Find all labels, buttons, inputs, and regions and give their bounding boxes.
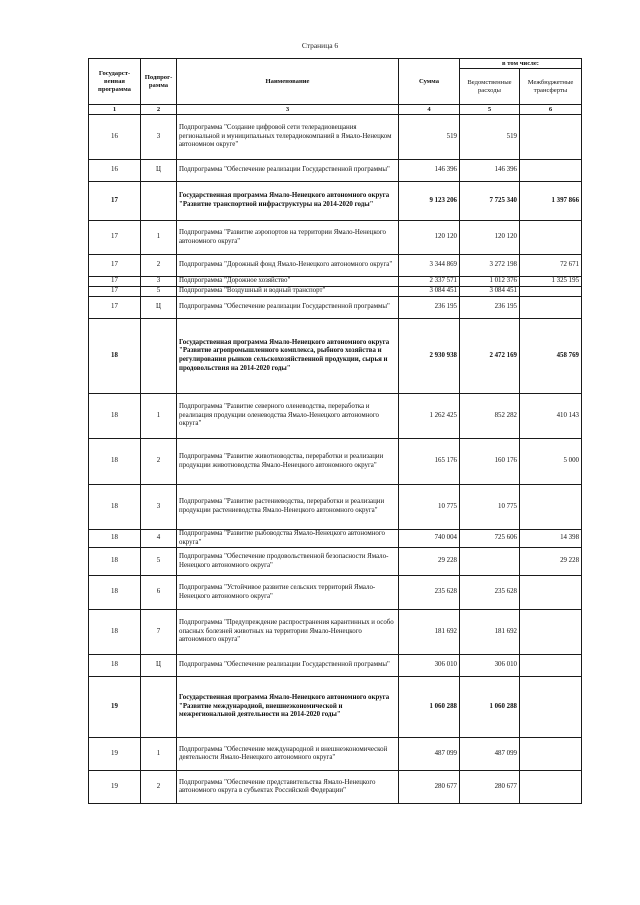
subprogram-cell: 2 — [141, 439, 177, 485]
state-program-cell: 17 — [89, 297, 141, 319]
sum-cell: 235 628 — [399, 576, 460, 610]
program-name-cell: Государственная программа Ямало-Ненецкого автономного округа "Развитие агропромышленного комплекса, рыбного хозяйства и регулирования рынков сельскохозяйственной продукции, сырья и продовольствия на 2014-2020 годы" — [177, 319, 399, 394]
subprogram-cell: Ц — [141, 655, 177, 677]
subprogram-cell: Ц — [141, 297, 177, 319]
table-row — [89, 277, 582, 287]
state-program-cell: 19 — [89, 677, 141, 738]
state-program-cell: 18 — [89, 319, 141, 394]
sum-cell: 3 344 869 — [399, 255, 460, 277]
interbudget-transfers-cell: 1 397 866 — [520, 182, 582, 221]
sum-cell: 1 262 425 — [399, 394, 460, 439]
header-including: в том числе: — [460, 59, 582, 69]
sum-cell: 2 930 938 — [399, 319, 460, 394]
department-expenses-cell: 181 692 — [460, 610, 520, 655]
header-subprogram: Подпрог-рамма — [141, 59, 177, 105]
column-number: 3 — [177, 105, 399, 115]
table-row — [89, 677, 582, 738]
program-name-cell: Государственная программа Ямало-Ненецкого автономного округа "Развитие транспортной инфраструктуры на 2014-2020 годы" — [177, 182, 399, 221]
state-program-cell: 16 — [89, 160, 141, 182]
interbudget-transfers-cell: 29 228 — [520, 548, 582, 576]
program-name-cell: Подпрограмма "Обеспечение представительства Ямало-Ненецкого автономного округа в субъектах Российской Федерации" — [177, 771, 399, 804]
header-state-program: Государст-венная программа — [89, 59, 141, 105]
state-program-cell: 18 — [89, 548, 141, 576]
state-program-cell: 18 — [89, 485, 141, 530]
subprogram-cell: 1 — [141, 221, 177, 255]
department-expenses-cell: 852 282 — [460, 394, 520, 439]
header-interbudget-transfers: Межбюджетные трансферты — [520, 69, 582, 105]
subprogram-cell: 7 — [141, 610, 177, 655]
sum-cell: 740 004 — [399, 530, 460, 548]
table-row — [89, 182, 582, 221]
table-row — [89, 530, 582, 548]
department-expenses-cell: 120 120 — [460, 221, 520, 255]
program-name-cell: Подпрограмма "Развитие аэропортов на территории Ямало-Ненецкого автономного округа" — [177, 221, 399, 255]
subprogram-cell — [141, 182, 177, 221]
interbudget-transfers-cell: 14 398 — [520, 530, 582, 548]
department-expenses-cell: 235 628 — [460, 576, 520, 610]
department-expenses-cell: 1 060 288 — [460, 677, 520, 738]
sum-cell: 3 084 451 — [399, 287, 460, 297]
state-program-cell: 17 — [89, 277, 141, 287]
sum-cell: 236 195 — [399, 297, 460, 319]
column-number: 1 — [89, 105, 141, 115]
sum-cell: 2 337 571 — [399, 277, 460, 287]
interbudget-transfers-cell — [520, 576, 582, 610]
program-name-cell: Подпрограмма "Обеспечение реализации Государственной программы" — [177, 297, 399, 319]
interbudget-transfers-cell: 72 671 — [520, 255, 582, 277]
program-name-cell: Подпрограмма "Обеспечение реализации Государственной программы" — [177, 655, 399, 677]
program-name-cell: Подпрограмма "Предупреждение распространения карантинных и особо опасных болезней животных на территории Ямало-Ненецкого автономного округа" — [177, 610, 399, 655]
subprogram-cell: 1 — [141, 394, 177, 439]
interbudget-transfers-cell — [520, 160, 582, 182]
sum-cell: 519 — [399, 115, 460, 160]
department-expenses-cell: 160 176 — [460, 439, 520, 485]
state-program-cell: 18 — [89, 394, 141, 439]
program-name-cell: Подпрограмма "Дорожное хозяйство" — [177, 277, 399, 287]
department-expenses-cell: 3 272 198 — [460, 255, 520, 277]
table-header — [89, 59, 582, 115]
header-column-numbers — [89, 105, 582, 115]
table-row — [89, 394, 582, 439]
program-name-cell: Подпрограмма "Обеспечение реализации Государственной программы" — [177, 160, 399, 182]
department-expenses-cell: 3 084 451 — [460, 287, 520, 297]
table-row — [89, 221, 582, 255]
state-program-cell: 18 — [89, 576, 141, 610]
header-department-expenses: Ведомственные расходы — [460, 69, 520, 105]
state-program-cell: 19 — [89, 738, 141, 771]
state-program-cell: 17 — [89, 221, 141, 255]
program-name-cell: Подпрограмма "Устойчивое развитие сельских территорий Ямало-Ненецкого автономного округа" — [177, 576, 399, 610]
budget-table — [88, 58, 582, 804]
table-row — [89, 655, 582, 677]
department-expenses-cell: 2 472 169 — [460, 319, 520, 394]
program-name-cell: Подпрограмма "Создание цифровой сети телерадиовещания региональной и муниципальных телерадиокомпаний в Ямало-Ненецком автономном округе" — [177, 115, 399, 160]
state-program-cell: 18 — [89, 610, 141, 655]
interbudget-transfers-cell — [520, 610, 582, 655]
sum-cell: 10 775 — [399, 485, 460, 530]
interbudget-transfers-cell — [520, 297, 582, 319]
table-row — [89, 439, 582, 485]
sum-cell: 9 123 206 — [399, 182, 460, 221]
page-label: Страница 6 — [301, 41, 339, 50]
interbudget-transfers-cell — [520, 677, 582, 738]
subprogram-cell: 5 — [141, 548, 177, 576]
sum-cell: 165 176 — [399, 439, 460, 485]
table-row — [89, 160, 582, 182]
subprogram-cell — [141, 319, 177, 394]
department-expenses-cell: 725 606 — [460, 530, 520, 548]
sum-cell: 29 228 — [399, 548, 460, 576]
state-program-cell: 18 — [89, 439, 141, 485]
state-program-cell: 17 — [89, 287, 141, 297]
program-name-cell: Подпрограмма "Развитие животноводства, переработки и реализации продукции животноводства Ямало-Ненецкого автономного округа" — [177, 439, 399, 485]
department-expenses-cell: 236 195 — [460, 297, 520, 319]
subprogram-cell: 3 — [141, 277, 177, 287]
subprogram-cell: 3 — [141, 115, 177, 160]
department-expenses-cell: 519 — [460, 115, 520, 160]
interbudget-transfers-cell: 1 325 195 — [520, 277, 582, 287]
interbudget-transfers-cell — [520, 655, 582, 677]
interbudget-transfers-cell — [520, 115, 582, 160]
table-row — [89, 485, 582, 530]
sum-cell: 120 120 — [399, 221, 460, 255]
state-program-cell: 17 — [89, 182, 141, 221]
department-expenses-cell: 7 725 340 — [460, 182, 520, 221]
subprogram-cell: 1 — [141, 738, 177, 771]
column-number: 2 — [141, 105, 177, 115]
table-row — [89, 297, 582, 319]
table-row — [89, 255, 582, 277]
subprogram-cell — [141, 677, 177, 738]
sum-cell: 487 099 — [399, 738, 460, 771]
column-number: 6 — [520, 105, 582, 115]
department-expenses-cell: 1 012 376 — [460, 277, 520, 287]
interbudget-transfers-cell — [520, 738, 582, 771]
subprogram-cell: 5 — [141, 287, 177, 297]
subprogram-cell: 3 — [141, 485, 177, 530]
department-expenses-cell: 10 775 — [460, 485, 520, 530]
table-row — [89, 610, 582, 655]
state-program-cell: 18 — [89, 655, 141, 677]
department-expenses-cell: 487 099 — [460, 738, 520, 771]
department-expenses-cell: 146 396 — [460, 160, 520, 182]
table-row — [89, 576, 582, 610]
subprogram-cell: 6 — [141, 576, 177, 610]
state-program-cell: 16 — [89, 115, 141, 160]
program-name-cell: Государственная программа Ямало-Ненецкого автономного округа "Развитие международной, внешнеэкономической и межрегиональной деятельности на 2014-2020 годы" — [177, 677, 399, 738]
column-number: 4 — [399, 105, 460, 115]
department-expenses-cell — [460, 548, 520, 576]
header-name: Наименование — [177, 59, 399, 105]
program-name-cell: Подпрограмма "Развитие растениеводства, переработки и реализации продукции растениеводства Ямало-Ненецкого автономного округа" — [177, 485, 399, 530]
subprogram-cell: 2 — [141, 255, 177, 277]
table-row — [89, 548, 582, 576]
sum-cell: 306 010 — [399, 655, 460, 677]
table-body — [89, 115, 582, 804]
subprogram-cell: Ц — [141, 160, 177, 182]
interbudget-transfers-cell — [520, 485, 582, 530]
table-row — [89, 319, 582, 394]
program-name-cell: Подпрограмма "Дорожный фонд Ямало-Ненецкого автономного округа" — [177, 255, 399, 277]
state-program-cell: 17 — [89, 255, 141, 277]
interbudget-transfers-cell — [520, 221, 582, 255]
program-name-cell: Подпрограмма "Обеспечение международной и внешнеэкономической деятельности Ямало-Ненецкого автономного округа" — [177, 738, 399, 771]
column-number: 5 — [460, 105, 520, 115]
program-name-cell: Подпрограмма "Обеспечение продовольственной безопасности Ямало-Ненецкого автономного округа" — [177, 548, 399, 576]
table-row — [89, 115, 582, 160]
state-program-cell: 18 — [89, 530, 141, 548]
state-program-cell: 19 — [89, 771, 141, 804]
interbudget-transfers-cell: 410 143 — [520, 394, 582, 439]
program-name-cell: Подпрограмма "Развитие рыбоводства Ямало-Ненецкого автономного округа" — [177, 530, 399, 548]
interbudget-transfers-cell — [520, 771, 582, 804]
interbudget-transfers-cell: 5 000 — [520, 439, 582, 485]
department-expenses-cell: 306 010 — [460, 655, 520, 677]
interbudget-transfers-cell — [520, 287, 582, 297]
program-name-cell: Подпрограмма "Воздушный и водный транспорт" — [177, 287, 399, 297]
subprogram-cell: 4 — [141, 530, 177, 548]
sum-cell: 280 677 — [399, 771, 460, 804]
program-name-cell: Подпрограмма "Развитие северного оленеводства, переработка и реализация продукции оленеводства Ямало-Ненецкого автономного округа" — [177, 394, 399, 439]
table-row — [89, 287, 582, 297]
interbudget-transfers-cell: 458 769 — [520, 319, 582, 394]
table-row — [89, 738, 582, 771]
sum-cell: 146 396 — [399, 160, 460, 182]
sum-cell: 1 060 288 — [399, 677, 460, 738]
department-expenses-cell: 280 677 — [460, 771, 520, 804]
sum-cell: 181 692 — [399, 610, 460, 655]
subprogram-cell: 2 — [141, 771, 177, 804]
header-sum: Сумма — [399, 59, 460, 105]
table-row — [89, 771, 582, 804]
